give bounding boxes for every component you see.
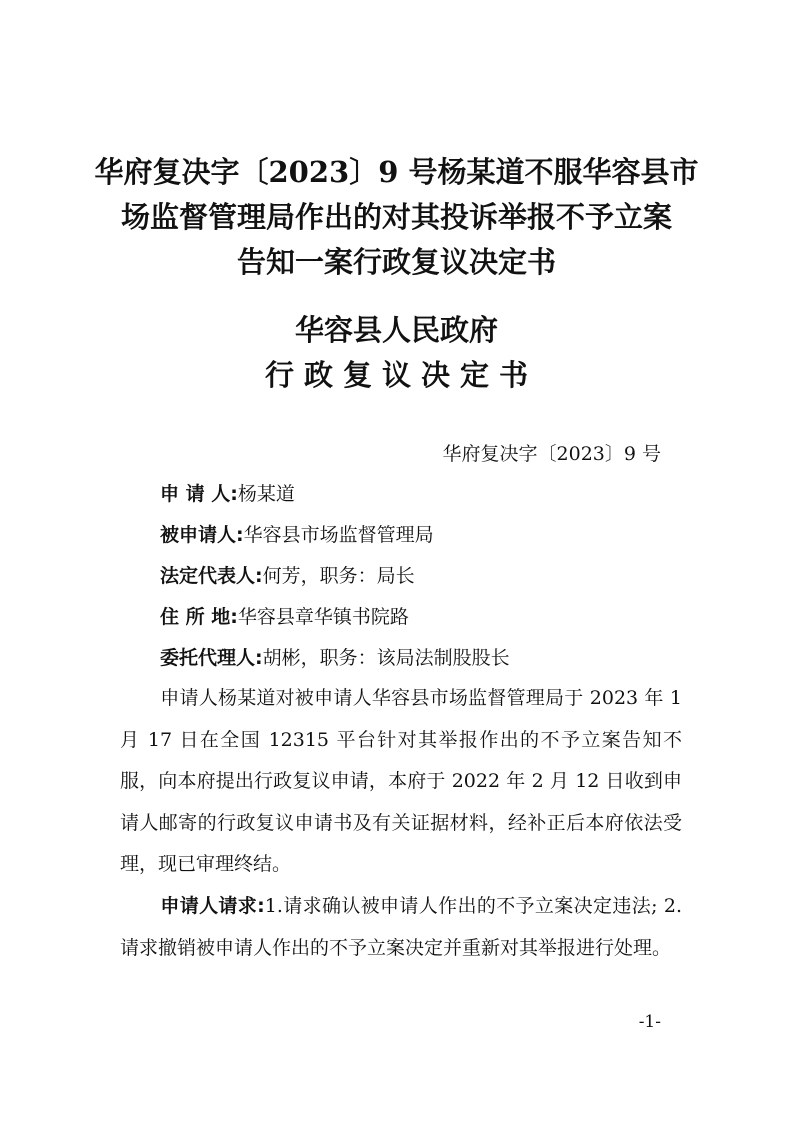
request-label: 申请人请求: <box>160 895 265 917</box>
page-number: -1- <box>638 1012 661 1032</box>
party-label: 被申请人: <box>160 524 244 546</box>
party-value: 杨某道 <box>237 483 295 505</box>
request-paragraph <box>120 886 682 969</box>
party-address <box>160 603 409 631</box>
doc-type: 行政复议决定书 <box>264 358 538 392</box>
title-line-3: 告知一案行政复议决定书 <box>236 245 556 279</box>
party-applicant <box>160 480 295 508</box>
intro-text: 申请人杨某道对被申请人华容县市场监督管理局于 2023 年 1 月 17 日在全国 12315 平台针对其举报作出的不予立案告知不服，向本府提出行政复议申请，本府于 2022 年 2 月 12 日收到申请人邮寄的行政复议申请书及有关证据材料，经补正后本府依法受理，现已审理终结。 <box>120 687 682 875</box>
party-respondent <box>160 521 434 549</box>
party-label: 住 所 地: <box>160 606 238 628</box>
party-label: 申 请 人: <box>160 483 238 505</box>
request-text: 1.请求确认被申请人作出的不予立案决定违法; 2.请求撤销被申请人作出的不予立案决定并重新对其举报进行处理。 <box>120 895 682 959</box>
issuing-authority <box>60 308 733 398</box>
org-name: 华容县人民政府 <box>294 313 498 347</box>
document-title <box>60 150 733 285</box>
document-number: 华府复决字〔2023〕9 号 <box>442 443 661 465</box>
party-value: 何芳，职务：局长 <box>262 565 415 587</box>
party-label: 法定代表人: <box>160 565 263 587</box>
title-line-1: 华府复决字〔2023〕9 号杨某道不服华容县市 <box>94 155 699 189</box>
party-value: 华容县市场监督管理局 <box>243 524 434 546</box>
party-value: 华容县章华镇书院路 <box>237 606 409 628</box>
party-legal-representative <box>160 562 415 590</box>
title-line-2: 场监督管理局作出的对其投诉举报不予立案 <box>120 200 672 234</box>
party-agent <box>160 644 510 672</box>
party-value: 胡彬，职务：该局法制股股长 <box>262 647 510 669</box>
party-label: 委托代理人: <box>160 647 263 669</box>
intro-paragraph <box>120 678 682 886</box>
